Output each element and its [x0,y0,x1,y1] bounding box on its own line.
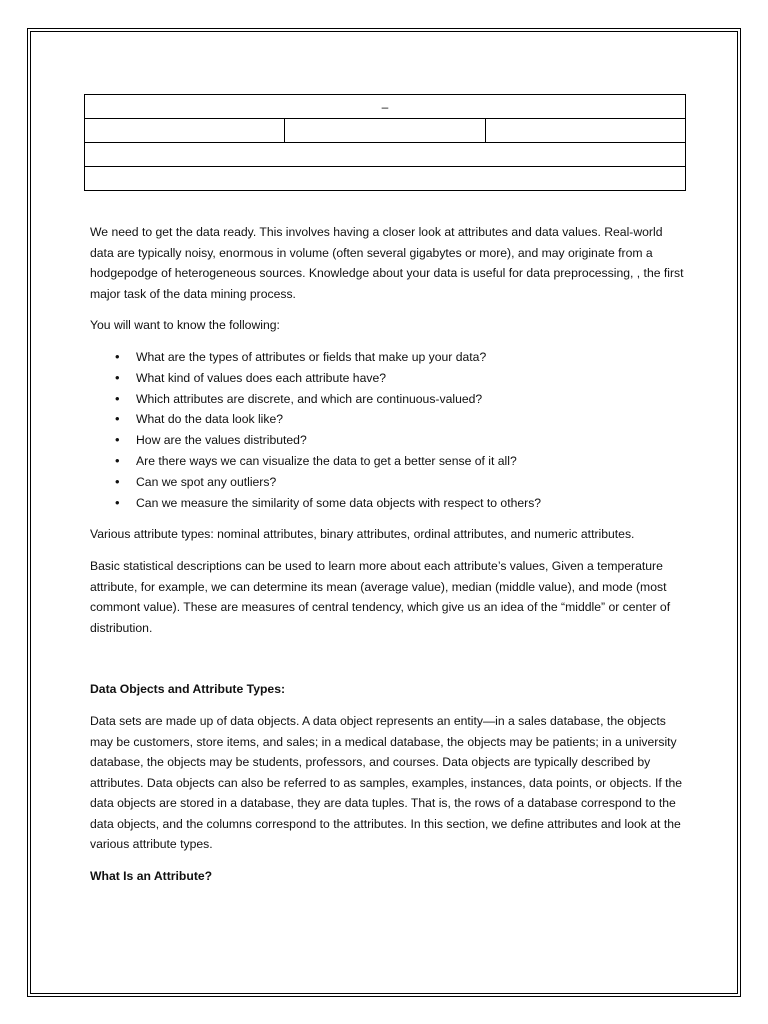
section-heading: Data Objects and Attribute Types: [90,682,286,697]
list-item: • Can we spot any outliers? [136,472,686,493]
header-row-4 [85,167,686,191]
spacer [90,649,686,679]
header-cell [85,167,686,191]
stats-paragraph: Basic statistical descriptions can be used to learn more about each attribute’s values, Given a temperature attribute, for example, we can determine its mean (average value), median (middle value), and mode (most commont value). These are measures of central tendency, which give us an idea of the “middle” or center of distribution. [90,558,671,635]
know-following-paragraph: You will want to know the following: [90,318,280,333]
header-cell [85,119,285,143]
objects-paragraph: Data sets are made up of data objects. A data object represents an entity—in a sales database, the objects may be customers, store items, and sales; in a medical database, the objects may be patients; in a university database, the objects may be students, professors, and courses. Data objects are typically described by attributes. Data objects can also be referred to as samples, examples, instances, data points, or objects. If the data objects are stored in a database, they are data tuples. That is, the rows of a database correspond to the data objects, and the columns correspond to the attributes. In this section, we define attributes and look at the various attribute types. [90,713,683,852]
header-row-2 [85,119,686,143]
attribute-types-paragraph: Various attribute types: nominal attributes, binary attributes, ordinal attributes, and numeric attributes. [90,527,635,542]
list-item: • What kind of values does each attribute have? [136,368,686,389]
list-item: • Which attributes are discrete, and which are continuous-valued? [136,389,686,410]
header-row-3 [85,143,686,167]
list-item: • What are the types of attributes or fields that make up your data? [136,347,686,368]
header-cell [85,143,686,167]
header-row-1 [85,95,686,119]
header-cell [285,119,485,143]
list-item: • Are there ways we can visualize the data to get a better sense of it all? [136,451,686,472]
intro-paragraph: We need to get the data ready. This involves having a closer look at attributes and data values. Real-world data are typically noisy, enormous in volume (often several gigabytes or more), and may originate from a hodgepodge of heterogeneous sources. Knowledge about your data is useful for data preprocessing, , the first major task of the data mining process. [90,225,684,301]
list-item: • How are the values distributed? [136,430,686,451]
list-item: • What do the data look like? [136,409,686,430]
document-body [90,222,686,898]
header-cell-title: – [85,95,686,119]
header-table [84,94,686,191]
list-item: • Can we measure the similarity of some data objects with respect to others? [136,493,686,514]
questions-list [90,347,686,513]
sub-heading: What Is an Attribute? [90,869,213,884]
header-cell [485,119,685,143]
